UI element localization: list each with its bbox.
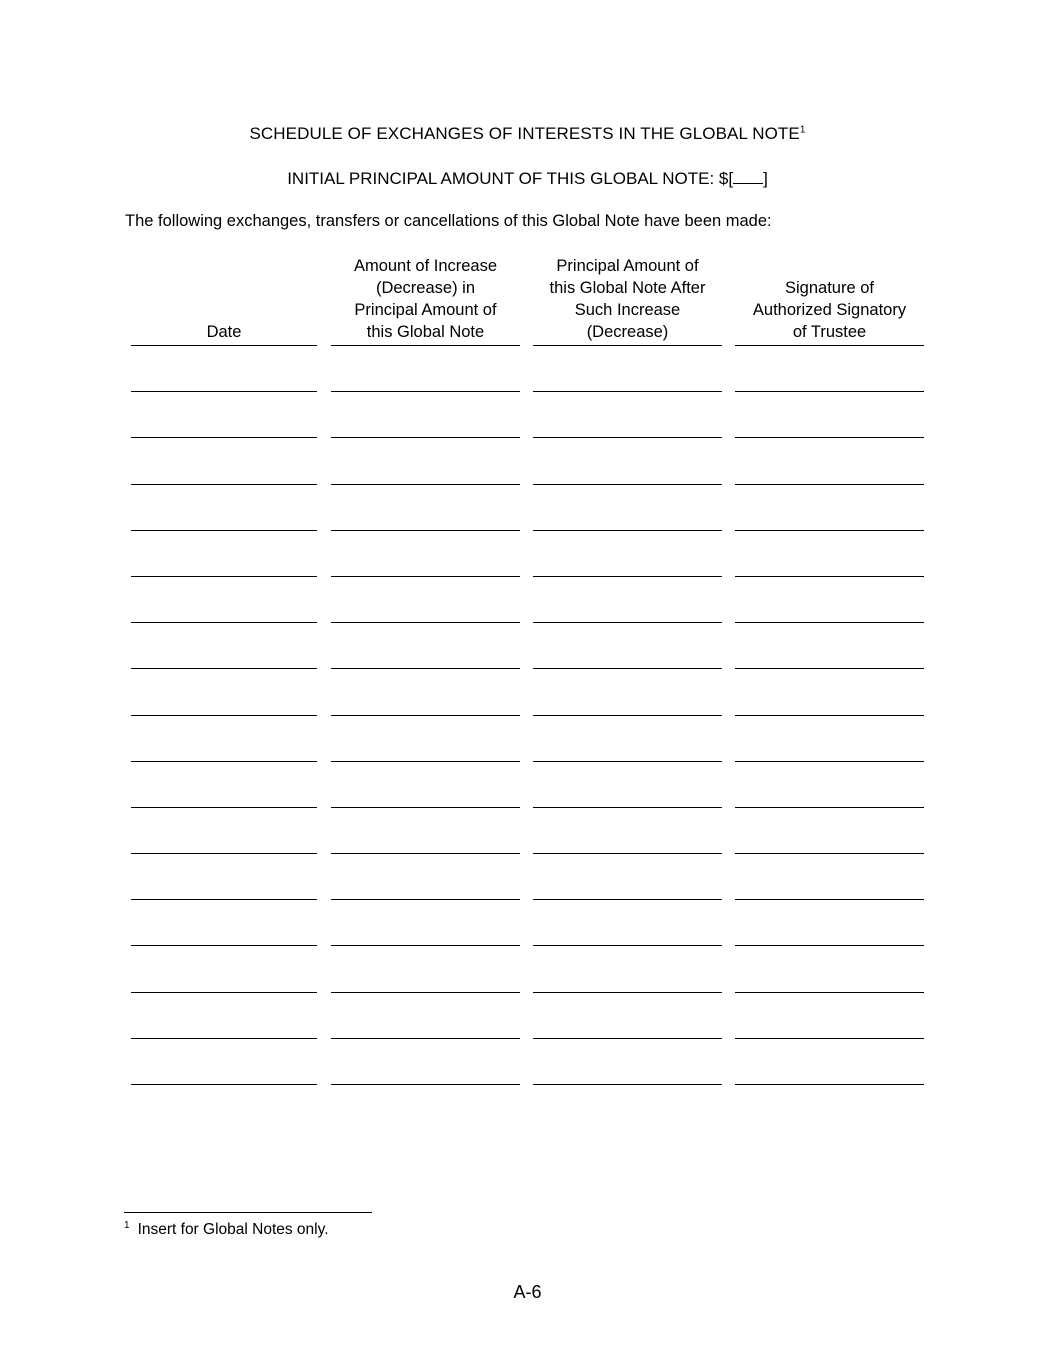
table-row	[0, 485, 1055, 531]
header-line: Such Increase	[574, 301, 681, 319]
initial-principal-amount-line	[0, 168, 1055, 189]
principal-amount-blank	[733, 168, 763, 184]
footnote-text: Insert for Global Notes only.	[137, 1221, 329, 1238]
table-row	[0, 762, 1055, 808]
table-row	[0, 716, 1055, 762]
header-line: Date	[206, 323, 242, 341]
intro-paragraph: The following exchanges, transfers or cancellations of this Global Note have been made:	[125, 212, 772, 230]
footnote-mark: 1	[124, 1219, 130, 1231]
column-header-principal-amount-after	[533, 255, 722, 346]
signature-blank-line	[735, 1084, 924, 1085]
table-row	[0, 438, 1055, 484]
table-row	[0, 993, 1055, 1039]
header-line: Principal Amount of	[556, 257, 699, 275]
header-line: Amount of Increase	[353, 257, 498, 275]
footnote	[124, 1221, 329, 1239]
footnote-divider	[124, 1212, 372, 1213]
table-row	[0, 346, 1055, 392]
header-line: Signature of	[785, 279, 874, 297]
column-header-amount-of-increase	[331, 255, 520, 346]
table-row	[0, 623, 1055, 669]
column-header-date	[131, 321, 317, 346]
amount-change-blank-line	[331, 1084, 520, 1085]
table-row	[0, 946, 1055, 992]
header-line: (Decrease)	[586, 323, 669, 341]
page-title	[0, 124, 1055, 144]
table-row	[0, 808, 1055, 854]
header-line: this Global Note After	[549, 279, 706, 297]
header-line: (Decrease) in	[375, 279, 476, 297]
principal-after-blank-line	[533, 1084, 722, 1085]
table-row	[0, 577, 1055, 623]
date-blank-line	[131, 1084, 317, 1085]
page-number: A-6	[513, 1282, 542, 1302]
table-row	[0, 854, 1055, 900]
table-row	[0, 900, 1055, 946]
table-row	[0, 531, 1055, 577]
table-row	[0, 669, 1055, 715]
table-row	[0, 392, 1055, 438]
title-text: SCHEDULE OF EXCHANGES OF INTERESTS IN THE GLOBAL NOTE	[249, 124, 800, 143]
table-row	[0, 1039, 1055, 1085]
subtitle-prefix: INITIAL PRINCIPAL AMOUNT OF THIS GLOBAL NOTE: $[	[287, 169, 734, 188]
header-line: Principal Amount of	[354, 301, 497, 319]
header-line: Authorized Signatory	[752, 301, 907, 319]
column-header-signature	[735, 277, 924, 346]
subtitle-suffix: ]	[763, 169, 768, 188]
schedule-table-body	[0, 346, 1055, 1085]
title-footnote-mark: 1	[799, 124, 806, 136]
header-line: of Trustee	[792, 323, 867, 341]
schedule-table-header	[0, 254, 1055, 346]
header-line: this Global Note	[366, 323, 485, 341]
